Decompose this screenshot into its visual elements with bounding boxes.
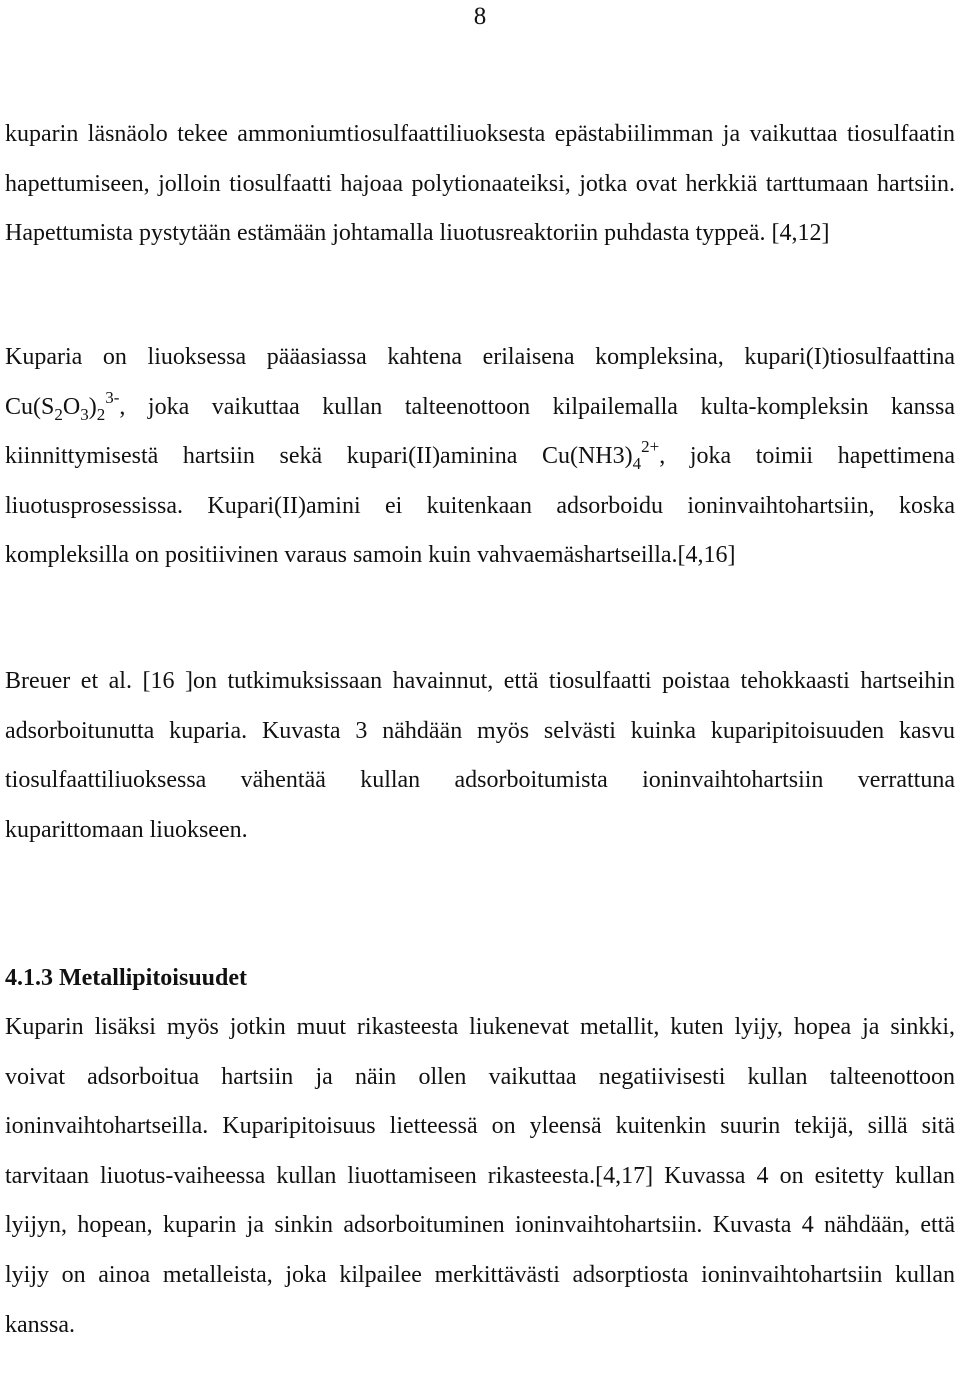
- superscript: 2+: [641, 437, 660, 457]
- paragraph-text: O: [62, 393, 81, 420]
- paragraph-text: , joka toimii hapettimena liuotusprosessissa. Kupari(II)amini ei kuitenkaan adsorboidu ioninvaihtohartsiin, koska kompleksilla on positiivinen varaus samoin kuin vahvaemäshartseilla.[4,16]: [5, 443, 955, 569]
- subscript: 2: [54, 404, 63, 424]
- paragraph-copper-complexes: [5, 333, 955, 581]
- paragraph-text: Kuparia on liuoksessa pääasiassa kahtena erilaisena kompleksina, kupari(I)tiosulfaattina Cu(S: [5, 344, 955, 420]
- page-number: 8: [473, 3, 487, 30]
- subscript: 4: [632, 454, 642, 474]
- paragraph-metal-content: Kuparin lisäksi myös jotkin muut rikasteesta liukenevat metallit, kuten lyijy, hopea ja sinkki, voivat adsorboitua hartsiin ja näin ollen vaikuttaa negatiivisesti kullan talteenottoon ioninvaihtohartseilla. Kuparipitoisuus lietteessä on yleensä kuitenkin suurin tekijä, sillä sitä tarvitaan liuotus-vaiheessa kullan liuottamiseen rikasteesta.[4,17] Kuvassa 4 on esitetty kullan lyijyn, hopean, kuparin ja sinkin adsorboituminen ioninvaihtohartsiin. Kuvasta 4 nähdään, että lyijy on ainoa metalleista, joka kilpailee merkittävästi adsorptiosta ioninvaihtohartsiin kullan kanssa.: [5, 1014, 955, 1338]
- paragraph-breuer-study: Breuer et al. [16 ]on tutkimuksissaan havainnut, että tiosulfaatti poistaa tehokkaasti hartseihin adsorboitunutta kuparia. Kuvasta 3 nähdään myös selvästi kuinka kuparipitoisuuden kasvu tiosulfaattiliuoksessa vähentää kullan adsorboitumista ioninvaihtohartsiin verrattuna kuparittomaan liuokseen.: [5, 668, 955, 843]
- subscript: 2: [96, 404, 106, 424]
- paragraph-text: , joka vaikuttaa kullan talteenottoon kilpailemalla kulta-kompleksin kanssa kiinnittymisestä hartsiin sekä kupari(II)aminina Cu(NH3): [5, 393, 955, 470]
- section-heading: 4.1.3 Metallipitoisuudet: [5, 965, 248, 991]
- superscript: 3-: [105, 387, 120, 407]
- paragraph-copper-presence: kuparin läsnäolo tekee ammoniumtiosulfaattiliuoksesta epästabiilimman ja vaikuttaa tiosulfaatin hapettumiseen, jolloin tiosulfaatti hajoaa polytionaateiksi, jotka ovat herkkiä tarttumaan hartsiin. Hapettumista pystytään estämään johtamalla liuotusreaktoriin puhdasta typpeä. [4,12]: [5, 121, 955, 247]
- paragraph-text: ): [88, 393, 97, 420]
- subscript: 3: [80, 404, 89, 424]
